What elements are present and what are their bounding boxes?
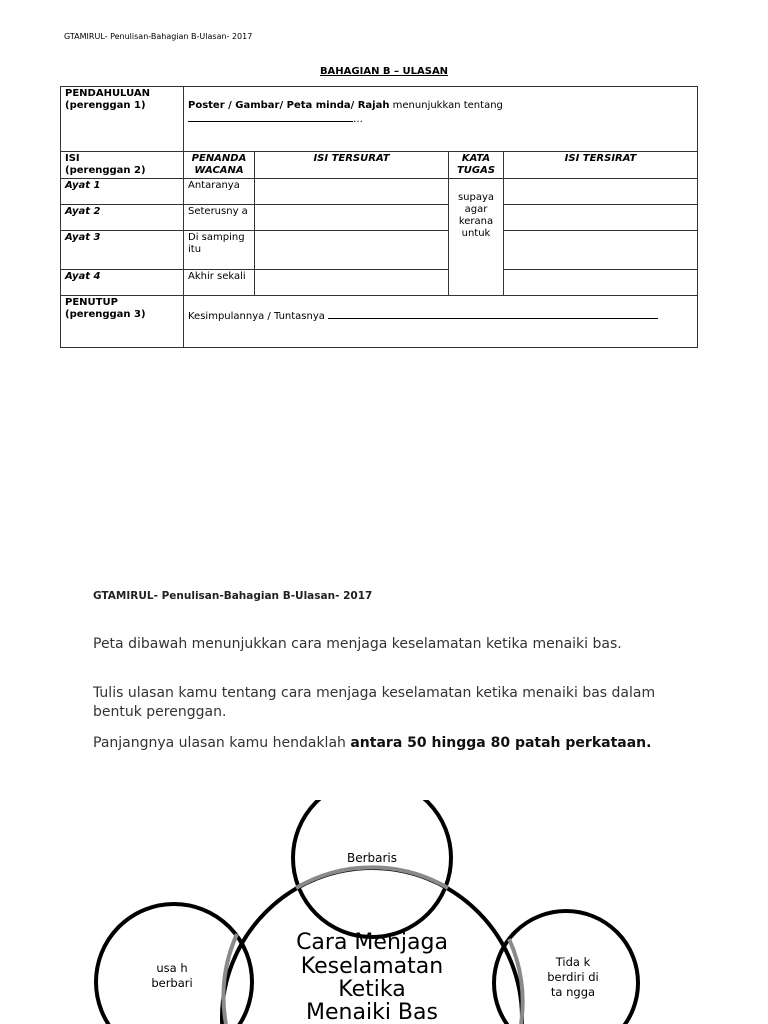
pendahuluan-text: menunjukkan tentang bbox=[389, 100, 503, 111]
mindmap bbox=[0, 800, 768, 1024]
kata-header-line1: KATA bbox=[461, 153, 491, 164]
penanda-cell: Di samping itu bbox=[184, 231, 255, 270]
pendahuluan-label: PENDAHULUAN bbox=[65, 88, 150, 99]
table-row bbox=[61, 231, 698, 270]
instruction-3-bold: antara 50 hingga 80 patah perkataan. bbox=[350, 735, 652, 751]
isi-label-cell bbox=[61, 152, 184, 179]
instruction-2: Tulis ulasan kamu tentang cara menjaga keselamatan ketika menaiki bas dalam bentuk perenggan. bbox=[93, 685, 656, 720]
tersurat-cell bbox=[255, 179, 449, 205]
penanda-wacana-header bbox=[184, 152, 255, 179]
table-row bbox=[61, 179, 698, 205]
center-line: Keselamatan bbox=[300, 954, 444, 979]
node-right-line: ta ngga bbox=[550, 985, 596, 999]
pendahuluan-trail: … bbox=[353, 114, 363, 125]
pendahuluan-label-cell bbox=[61, 87, 184, 152]
penanda-cell: Akhir sekali bbox=[184, 270, 255, 296]
page-header: GTAMIRUL- Penulisan-Bahagian B-Ulasan- 2017 bbox=[64, 32, 253, 41]
tersurat-cell bbox=[255, 270, 449, 296]
blank-line bbox=[188, 112, 353, 122]
kata-tugas-item: kerana bbox=[458, 216, 494, 227]
ayat-label: Ayat 3 bbox=[61, 231, 184, 270]
tersirat-cell bbox=[504, 205, 698, 231]
penanda-cell: Seterusny a bbox=[184, 205, 255, 231]
row-pendahuluan bbox=[61, 87, 698, 152]
isi-tersurat-header: ISI TERSURAT bbox=[255, 152, 449, 179]
kata-tugas-item: supaya bbox=[457, 192, 495, 203]
ulasan-table bbox=[60, 86, 698, 348]
tersirat-cell bbox=[504, 179, 698, 205]
page-header-2: GTAMIRUL- Penulisan-Bahagian B-Ulasan- 2017 bbox=[93, 590, 373, 602]
penanda-header-line1: PENANDA bbox=[191, 153, 247, 164]
center-line: Cara Menjaga bbox=[296, 930, 448, 955]
overlap-arc-left bbox=[223, 934, 237, 1024]
instruction-1: Peta dibawah menunjukkan cara menjaga keselamatan ketika menaiki bas. bbox=[93, 636, 622, 652]
ayat-label: Ayat 4 bbox=[61, 270, 184, 296]
row-isi-header bbox=[61, 152, 698, 179]
tersirat-cell bbox=[504, 270, 698, 296]
ayat-label: Ayat 2 bbox=[61, 205, 184, 231]
tersirat-cell bbox=[504, 231, 698, 270]
blank-line bbox=[328, 309, 658, 319]
pendahuluan-content bbox=[184, 87, 698, 152]
penanda-cell: Antaranya bbox=[184, 179, 255, 205]
node-right-line: berdiri di bbox=[547, 970, 599, 984]
ayat-label: Ayat 1 bbox=[61, 179, 184, 205]
pendahuluan-bold-text: Poster / Gambar/ Peta minda/ Rajah bbox=[188, 100, 390, 111]
node-top-label: Berbaris bbox=[346, 851, 398, 865]
node-right-line: Tida k bbox=[555, 955, 591, 969]
row-penutup bbox=[61, 296, 698, 348]
overlap-arc-top bbox=[296, 867, 448, 888]
penutup-text: Kesimpulannya / Tuntasnya bbox=[188, 311, 329, 322]
isi-tersirat-header: ISI TERSIRAT bbox=[504, 152, 698, 179]
kata-tugas-header bbox=[449, 152, 504, 179]
kata-tugas-cell bbox=[449, 179, 504, 296]
instruction-3 bbox=[93, 734, 683, 753]
pendahuluan-sub: (perenggan 1) bbox=[65, 100, 146, 111]
tersurat-cell bbox=[255, 231, 449, 270]
penutup-label-cell bbox=[61, 296, 184, 348]
kata-tugas-item: agar bbox=[464, 204, 488, 215]
isi-sub: (perenggan 2) bbox=[65, 165, 146, 176]
node-left-line: berbari bbox=[151, 976, 193, 990]
isi-label: ISI bbox=[65, 153, 80, 164]
penanda-header-line2: WACANA bbox=[194, 165, 244, 176]
penutup-content bbox=[184, 296, 698, 348]
node-left-line: usa h bbox=[156, 961, 188, 975]
kata-tugas-item: untuk bbox=[461, 228, 491, 239]
center-line: Ketika bbox=[338, 977, 406, 1002]
tersurat-cell bbox=[255, 205, 449, 231]
center-line: Menaiki Bas bbox=[306, 1000, 438, 1024]
kata-header-line2: TUGAS bbox=[456, 165, 496, 176]
table-row bbox=[61, 270, 698, 296]
penutup-sub: (perenggan 3) bbox=[65, 309, 146, 320]
table-row bbox=[61, 205, 698, 231]
penutup-label: PENUTUP bbox=[65, 297, 118, 308]
instruction-3-text: Panjangnya ulasan kamu hendaklah bbox=[93, 735, 351, 751]
section-title: BAHAGIAN B – ULASAN bbox=[319, 66, 449, 77]
